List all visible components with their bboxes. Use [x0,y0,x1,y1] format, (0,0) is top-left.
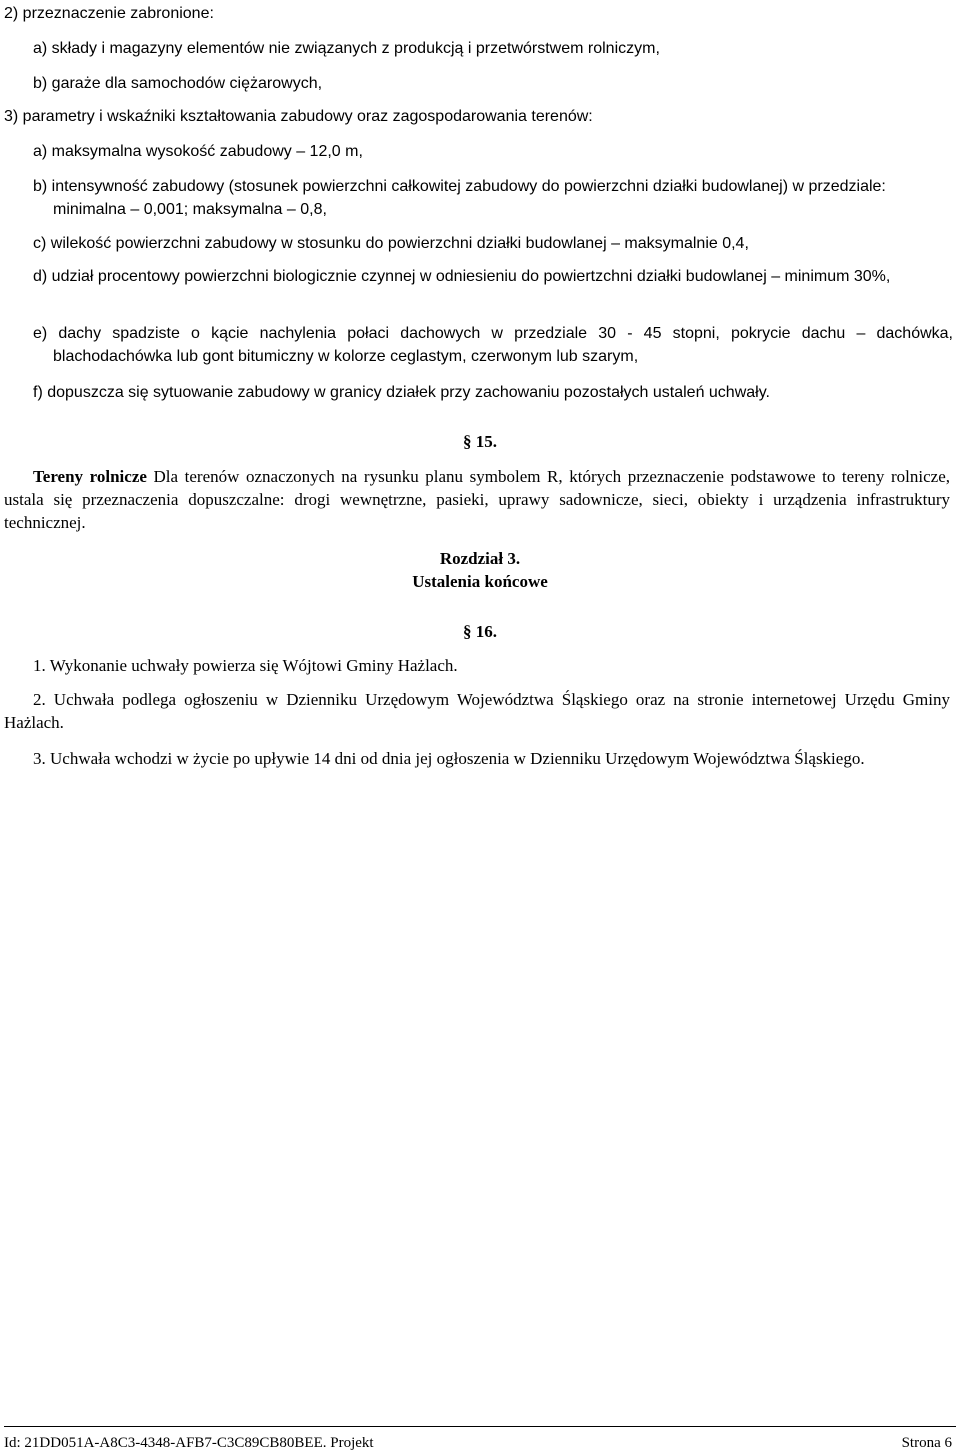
section-15-paragraph [4,465,950,534]
item-3c: c) wilekość powierzchni zabudowy w stosunku do powierzchni działki budowlanej – maksymalnie 0,4, [33,235,749,252]
footer-rule [4,1426,956,1427]
item-3-heading: 3) parametry i wskaźniki kształtowania zabudowy oraz zagospodarowania terenów: [4,108,593,125]
item-2-heading: 2) przeznaczenie zabronione: [4,5,214,22]
item-3d: d) udział procentowy powierzchni biologicznie czynnej w odniesieniu do powiertzchni działki budowlanej – minimum 30%, [33,268,891,285]
item-3b: b) intensywność zabudowy (stosunek powierzchni całkowitej zabudowy do powierzchni działki budowlanej) w przedziale: minimalna – 0,001; maksymalna – 0,8, [33,178,886,218]
section-15-body: Dla terenów oznaczonych na rysunku planu symbolem R, których przeznaczenie podstawowe to tereny rolnicze, ustala się przeznaczenia dopuszczalne: drogi wewnętrzne, pasieki, uprawy sadownicze, sieci, obiekty i urządzenia infrastruktury technicznej. [4,467,950,532]
chapter-subtitle: Ustalenia końcowe [412,572,548,591]
section-16-paragraph-1: 1. Wykonanie uchwały powierza się Wójtowi Gminy Hażlach. [33,656,458,675]
item-2b: b) garaże dla samochodów ciężarowych, [33,75,323,92]
footer-document-id: Id: 21DD051A-A8C3-4348-AFB7-C3C89CB80BEE. Projekt [4,1435,374,1451]
item-2a: a) składy i magazyny elementów nie związanych z produkcją i przetwórstwem rolniczym, [33,40,660,57]
section-15-lead: Tereny rolnicze [33,467,147,486]
section-16-number: § 16. [463,622,497,641]
item-3e: e) dachy spadziste o kącie nachylenia połaci dachowych w przedziale 30 - 45 stopni, pokrycie dachu – dachówka, blachodachówka lub gont bitumiczny w kolorze ceglastym, czerwonym lub szarym, [33,325,953,365]
footer-page-number: Strona 6 [901,1435,952,1451]
section-15-number: § 15. [463,432,497,451]
item-3f: f) dopuszcza się sytuowanie zabudowy w granicy działek przy zachowaniu pozostałych ustaleń uchwały. [33,384,770,401]
item-3a: a) maksymalna wysokość zabudowy – 12,0 m, [33,143,363,160]
chapter-title: Rozdział 3. [439,549,521,568]
section-16-paragraph-2: 2. Uchwała podlega ogłoszeniu w Dzienniku Urzędowym Województwa Śląskiego oraz na stronie internetowej Urzędu Gminy Hażlach. [4,690,950,732]
section-16-paragraph-3: 3. Uchwała wchodzi w życie po upływie 14 dni od dnia jej ogłoszenia w Dzienniku Urzędowym Województwa Śląskiego. [33,749,865,768]
